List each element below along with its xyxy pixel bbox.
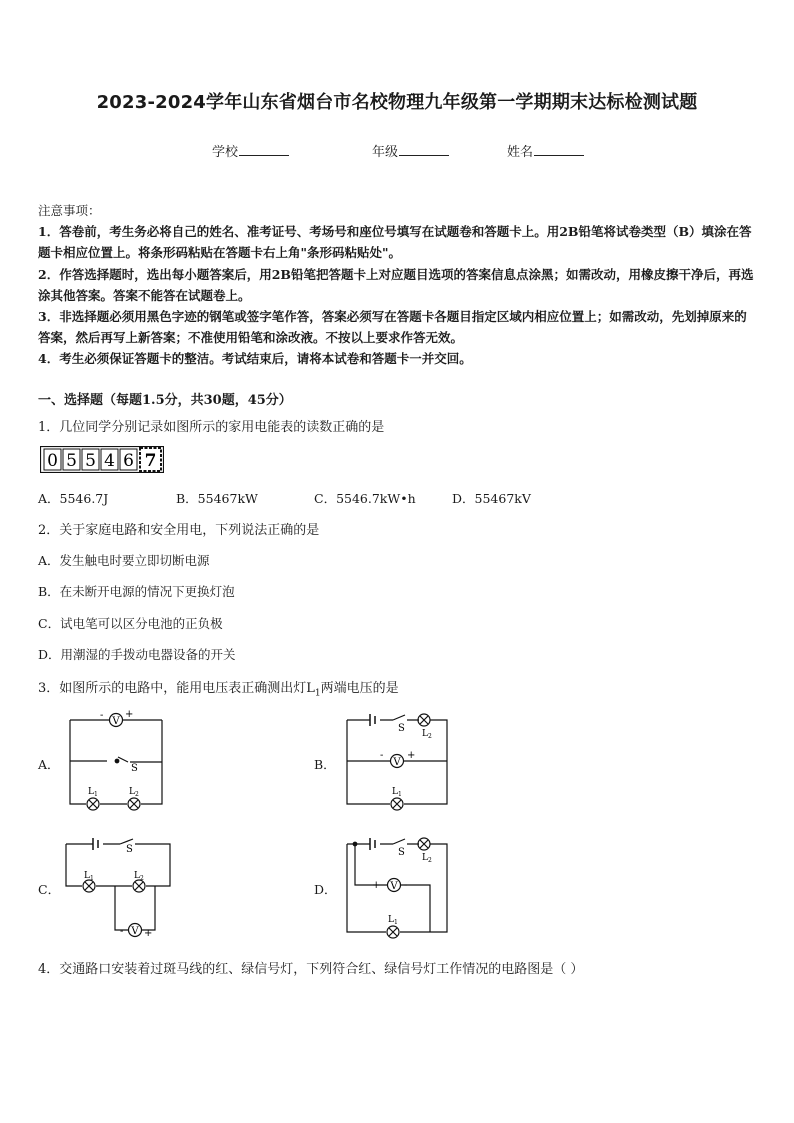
voltmeter-symbol: V	[131, 926, 139, 937]
question-2-stem: 2．关于家庭电路和安全用电，下列说法正确的是	[38, 523, 320, 538]
lamp-l1-label: $L_1$	[88, 787, 98, 798]
voltmeter-symbol: V	[390, 881, 398, 892]
q2-option-c[interactable]: C．试电笔可以区分电池的正负极	[38, 616, 223, 631]
lamp-l1-label: $L_1$	[388, 915, 398, 926]
q3-option-a[interactable]: A．	[38, 757, 60, 772]
lamp-l2-label: $L_2$	[422, 729, 432, 740]
name-blank[interactable]	[534, 143, 584, 156]
q1-option-d[interactable]: D．55467kV	[452, 491, 531, 506]
question-4-stem: 4．交通路口安装着过斑马线的红、绿信号灯，下列符合红、绿信号灯工作情况的电路图是（ ）	[38, 962, 584, 977]
notice-item: 3．非选择题必须用黑色字迹的钢笔或签字笔作答，答案必须写在答题卡各题目指定区域内相应位置上；如需改动，先划掉原来的答案，然后再写上新答案；不准使用铅笔和涂改液。不按以上要求作答无效。	[38, 309, 747, 346]
notice-item: 1．答卷前，考生务必将自己的姓名、准考证号、考场号和座位号填写在试题卷和答题卡上。用2B铅笔将试卷类型（B）填涂在答题卡相应位置上。将条形码粘贴在答题卡右上角"条形码粘贴处"。	[38, 224, 752, 261]
switch-label: S	[126, 844, 133, 855]
voltmeter-plus: +	[144, 928, 153, 939]
q2-option-a[interactable]: A．发生触电时要立即切断电源	[38, 553, 210, 568]
notice-item: 2．作答选择题时，选出每小题答案后，用2B铅笔把答题卡上对应题目选项的答案信息点涂黑；如需改动，用橡皮擦干净后，再选涂其他答案。答案不能答在试题卷上。	[38, 266, 754, 303]
q1-option-a[interactable]: A．5546.7J	[38, 491, 109, 506]
lamp-l2-label: $L_2$	[129, 787, 139, 798]
voltmeter-minus: -	[404, 880, 408, 891]
circuit-diagram-c	[60, 830, 180, 942]
voltmeter-minus: -	[100, 710, 104, 721]
voltmeter-minus: -	[380, 750, 384, 761]
switch-label: S	[131, 763, 138, 774]
circuit-diagram-a	[60, 706, 180, 812]
question-3-stem: 3．如图所示的电路中，能用电压表正确测出灯$L_1$两端电压的是	[38, 681, 399, 699]
q3-option-b[interactable]: B．	[314, 757, 336, 772]
lamp-l2-label: $L_2$	[134, 871, 144, 882]
meter-digit: 6	[123, 451, 134, 471]
q3-option-d[interactable]: D．	[314, 882, 337, 897]
school-label: 学校	[212, 145, 239, 160]
q2-option-b[interactable]: B．在未断开电源的情况下更换灯泡	[38, 584, 235, 599]
energy-meter-figure	[40, 446, 164, 473]
lamp-l1-label: $L_1$	[392, 787, 402, 798]
question-1-stem: 1．几位同学分别记录如图所示的家用电能表的读数正确的是	[38, 420, 385, 435]
meter-digit-decimal: 7	[144, 451, 157, 471]
meter-digit: 0	[47, 451, 58, 471]
name-label: 姓名	[507, 145, 534, 160]
q1-option-b[interactable]: B．55467kW	[176, 491, 258, 506]
lamp-l1-label: $L_1$	[84, 871, 94, 882]
switch-label: S	[398, 723, 405, 734]
voltmeter-symbol: V	[112, 716, 120, 727]
q2-option-d[interactable]: D．用潮湿的手拨动电器设备的开关	[38, 647, 236, 662]
school-field[interactable]	[212, 141, 289, 160]
meter-digit: 4	[104, 451, 115, 471]
section-heading: 一、选择题（每题1.5分，共30题，45分）	[38, 393, 292, 408]
voltmeter-plus: +	[407, 750, 416, 761]
grade-field[interactable]	[372, 141, 449, 160]
voltmeter-plus: +	[125, 709, 134, 720]
school-blank[interactable]	[239, 143, 289, 156]
voltmeter-plus: +	[372, 880, 381, 891]
q3-option-c[interactable]: C．	[38, 882, 61, 897]
voltmeter-symbol: V	[393, 757, 401, 768]
meter-digit: 5	[66, 451, 77, 471]
name-field[interactable]	[507, 141, 584, 160]
circuit-diagram-b	[335, 706, 467, 812]
lamp-l2-label: $L_2$	[422, 853, 432, 864]
q1-option-c[interactable]: C．5546.7kW•h	[314, 491, 416, 506]
grade-blank[interactable]	[399, 143, 449, 156]
notice-block	[38, 200, 758, 370]
grade-label: 年级	[372, 145, 399, 160]
circuit-diagram-d	[335, 830, 467, 942]
meter-digit: 5	[85, 451, 96, 471]
notice-item: 4．考生必须保证答题卡的整洁。考试结束后，请将本试卷和答题卡一并交回。	[38, 351, 472, 367]
notice-heading: 注意事项：	[38, 203, 101, 218]
page-title: 2023-2024学年山东省烟台市名校物理九年级第一学期期末达标检测试题	[96, 92, 698, 113]
switch-label: S	[398, 847, 405, 858]
voltmeter-minus: -	[120, 926, 124, 937]
